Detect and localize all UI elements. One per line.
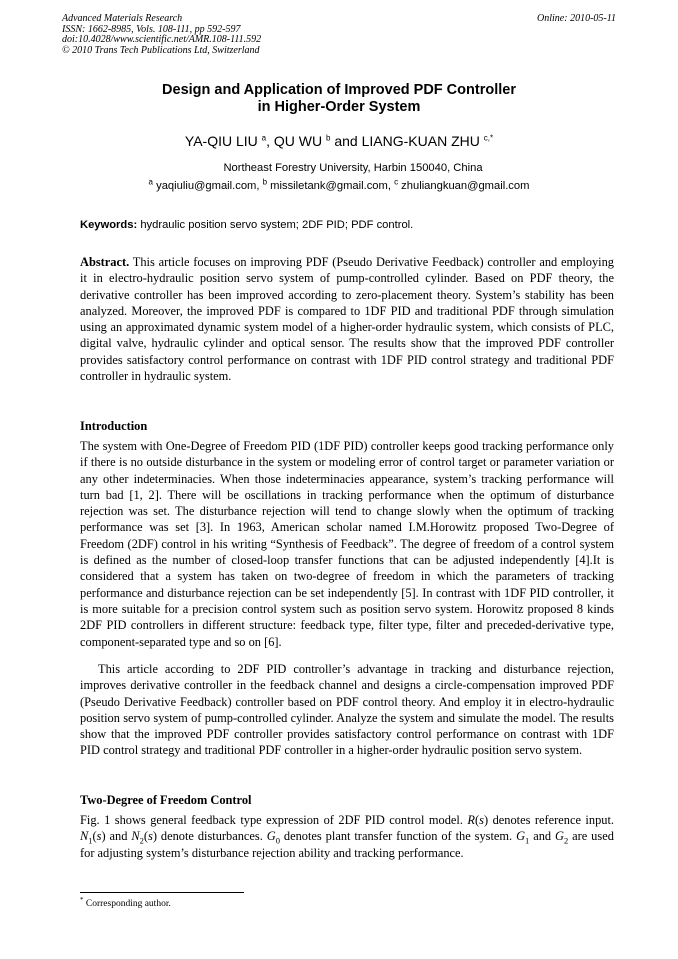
journal-name: Advanced Materials Research bbox=[62, 13, 183, 24]
online-date: Online: 2010-05-11 bbox=[537, 13, 616, 24]
author-emails bbox=[0, 179, 678, 193]
keywords bbox=[80, 218, 616, 232]
sub-g2: 2 bbox=[563, 835, 569, 846]
var-N2: N bbox=[131, 829, 140, 844]
author-3-mark: c,* bbox=[483, 133, 494, 143]
affiliation: Northeast Forestry University, Harbin 150040, China bbox=[223, 162, 483, 174]
author-2: QU WU bbox=[273, 133, 323, 149]
email-2-mark: b bbox=[262, 177, 268, 187]
sub-1: 1 bbox=[88, 835, 93, 846]
var-G1: G bbox=[516, 829, 526, 844]
var-s-3: s bbox=[148, 829, 153, 844]
email-3[interactable]: zhuliangkuan@gmail.com bbox=[401, 180, 530, 192]
title-line-2: in Higher-Order System bbox=[257, 99, 421, 115]
sub-2: 2 bbox=[139, 835, 144, 846]
abstract-label: Abstract. bbox=[80, 255, 130, 269]
word-and-2: and bbox=[533, 829, 552, 844]
email-1-mark: a bbox=[148, 177, 153, 187]
introduction-heading: Introduction bbox=[80, 419, 148, 433]
issn-line: ISSN: 1662-8985, Vols. 108-111, pp 592-597 bbox=[62, 23, 241, 35]
footnote-rule bbox=[80, 892, 244, 893]
keywords-label: Keywords: bbox=[80, 219, 138, 231]
copyright-line: © 2010 Trans Tech Publications Ltd, Switzerland bbox=[62, 44, 260, 56]
var-G0: G bbox=[266, 829, 276, 844]
author-list: YA-QIU LIU $^a$, QU WU $^b$ and LIANG-KUAN ZHU $^{c,*}$ bbox=[184, 133, 494, 149]
abstract-text: This article focuses on improving PDF (Pseudo Derivative Feedback) controller and employing it in electro-hydraulic position servo system of pump-controlled cylinder. Based on PDF theory, the derivative controller has been improved according to zero-placement theory. System’s stability has been analyzed. Moreover, the improved PDF is compared to 1DF PID and traditional PDF through simulation using an approximated dynamic system model of a higher-order hydraulic system, which consists of PLC, digital valve, hydraulic cylinder and optical sensor. The results show that the improved PDF controller provides satisfactory control performance on contrast with 1DF PID control strategy and traditional PDF controller in hydraulic system. bbox=[80, 255, 614, 384]
email-1[interactable]: yaqiuliu@gmail.com, bbox=[156, 180, 260, 192]
keywords-text: hydraulic position servo system; 2DF PID; PDF control. bbox=[140, 219, 414, 231]
abstract bbox=[80, 254, 614, 384]
two-df-sentence-4: denotes plant transfer function of the system. bbox=[283, 829, 513, 844]
footnote-mark: * bbox=[80, 895, 84, 904]
sub-0: 0 bbox=[275, 835, 280, 846]
introduction-paragraph-2: This article according to 2DF PID controller’s advantage in tracking and disturbance rejection, improves derivative controller in the feedback channel and designs a circle-compensation improved PDF (Pseudo Derivative Feedback) controller based on PDF control theory. And employ it in electro-hydraulic position servo system of pump-controlled cylinder. Analyze the system and simulate the model. The results show that the improved PDF controller provides satisfactory control performance on contrast with 1DF PID control strategy and traditional PDF controller in a higher-order hydraulic position servo system. bbox=[80, 662, 614, 758]
var-s-1: s bbox=[479, 813, 484, 827]
var-N1: N bbox=[80, 829, 89, 844]
author-1-mark: a bbox=[261, 133, 267, 143]
two-df-sentence-2: denotes reference input. bbox=[492, 813, 615, 827]
author-1: YA-QIU LIU bbox=[184, 133, 258, 149]
two-df-heading: Two-Degree of Freedom Control bbox=[80, 793, 252, 807]
footnote-text: Corresponding author. bbox=[85, 899, 171, 909]
word-and-1: and bbox=[109, 829, 128, 844]
var-s-2: s bbox=[96, 829, 102, 844]
footnote bbox=[80, 895, 171, 910]
email-2[interactable]: missiletank@gmail.com, bbox=[270, 180, 391, 192]
two-df-sentence-3: denote disturbances. bbox=[160, 829, 263, 844]
email-3-mark: c bbox=[394, 177, 399, 187]
author-and: and bbox=[334, 133, 358, 149]
var-G2: G bbox=[555, 829, 564, 844]
title-line-1: Design and Application of Improved PDF Controller bbox=[162, 82, 516, 98]
two-df-paragraph: Fig. 1 shows general feedback type expression of 2DF PID control model. R(s) denotes reference input. $N_1(s)$ and $N_2(s)$ denote disturbances. $G_0$ denotes plant transfer function of the system. $G_1$ and $G_2$ are used for adjusting system’s disturbance rejection ability and tracking performance. bbox=[80, 813, 615, 860]
two-df-sentence-5: are used for adjusting system’s disturbance rejection ability and tracking performance. bbox=[80, 829, 614, 860]
var-R: R bbox=[467, 813, 475, 827]
paper-title bbox=[0, 82, 678, 116]
author-3: LIANG-KUAN ZHU bbox=[361, 133, 480, 149]
introduction-paragraph-1: The system with One-Degree of Freedom PID (1DF PID) controller keeps good tracking performance only if there is no outside disturbance in the system or modeling error of control target or parameter variation or any other indeterminacies. When those indeterminacies appearance, system’s tracking performance will turn bad [1, 2]. There will be oscillations in tracking performance when the optimum of disturbance rejection was set. The disturbance rejection will tend to change slowly when the optimum of tracking performance was set [3]. In 1963, American scholar named I.M.Horowitz proposed Two-Degree of Freedom (2DF) control in his writing “Synthesis of Feedback”. The degree of freedom of a control system is defined as the number of closed-loop transfer functions that can be adjusted independently [4].It is considered that a system has taken on two-degree of freedom in which the parameters of tracking performance and disturbance rejection can be set independently [5]. In contrast with 1DF PID controller, it is more suitable for a precision control system such as position servo system. Horowitz proposed 8 kinds 2DF PID controllers in different structure: feedback type, filter type, filter and preceded-derivative type, component-separated type and so on [6]. bbox=[80, 439, 614, 649]
doi-line: doi:10.4028/www.scientific.net/AMR.108-111.592 bbox=[62, 34, 262, 45]
author-2-mark: b bbox=[326, 133, 331, 143]
journal-header bbox=[62, 14, 616, 56]
sub-g1: 1 bbox=[525, 835, 530, 846]
two-df-sentence-1: Fig. 1 shows general feedback type expression of 2DF PID control model. bbox=[80, 813, 463, 827]
